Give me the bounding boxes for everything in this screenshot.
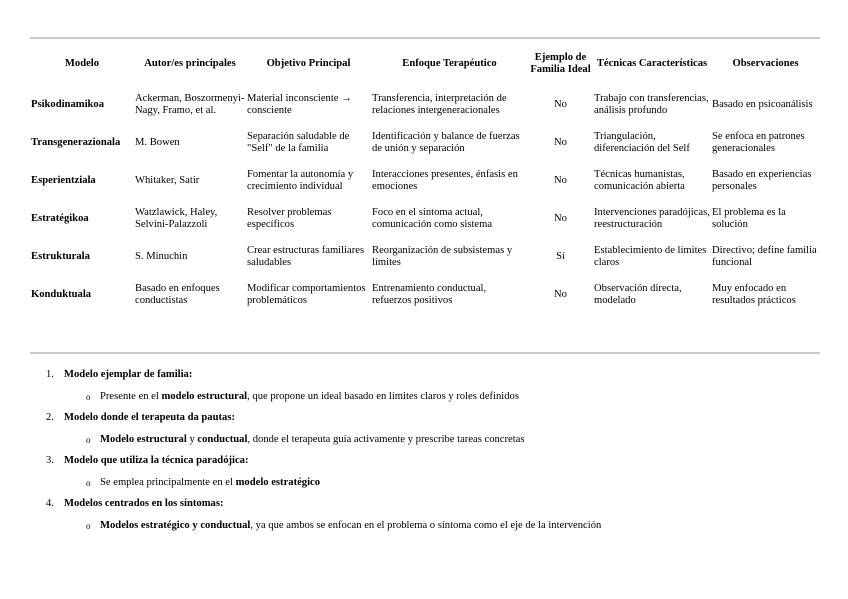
table-cell: Basado en experiencias personales xyxy=(712,169,812,192)
table-cell: Entrenamiento conductual, refuerzos positivos xyxy=(372,283,487,306)
sub-item-text: Presente en el modelo estructural, que propone un ideal basado en límites claros y roles definidos xyxy=(100,391,519,402)
table-cell: Watzlawick, Haley, Selvini-Palazzoli xyxy=(135,207,218,230)
table-cell: Basado en psicoanálisis xyxy=(712,99,813,110)
table-top-rule xyxy=(30,37,820,39)
list-number: 1. xyxy=(46,369,54,380)
table-cell: Identificación y balance de fuerzas de unión y separación xyxy=(372,131,520,154)
list-item-title: Modelo ejemplar de familia: xyxy=(64,369,193,380)
table-cell: Directivo; define familia funcional xyxy=(712,245,817,268)
list-item-title: Modelo que utiliza la técnica paradójica: xyxy=(64,455,249,466)
table-cell: M. Bowen xyxy=(135,137,180,148)
table-row xyxy=(30,238,820,276)
sub-list-item xyxy=(86,390,826,404)
summary-list xyxy=(46,368,826,540)
table-row xyxy=(30,86,820,124)
table-cell: Whitaker, Satir xyxy=(135,175,200,186)
sub-list-item xyxy=(86,519,826,533)
table-cell: Reorganización de subsistemas y límites xyxy=(372,245,513,268)
model-name-cell: Transgenerazionala xyxy=(31,137,121,148)
table-cell: Resolver problemas específicos xyxy=(247,207,332,230)
table-cell: No xyxy=(554,213,567,224)
table-cell: Transferencia, interpretación de relaciones intergeneracionales xyxy=(372,93,507,116)
list-item xyxy=(46,411,826,425)
circle-bullet-icon: o xyxy=(86,435,91,445)
table-cell: Sí xyxy=(556,251,565,262)
table-cell: Ackerman, Boszormenyi-Nagy, Framo, et al. xyxy=(135,93,245,116)
table-bottom-rule xyxy=(30,352,820,354)
circle-bullet-icon: o xyxy=(86,478,91,488)
sub-list-item xyxy=(86,476,826,490)
list-number: 4. xyxy=(46,498,54,509)
table-cell: S. Minuchin xyxy=(135,251,188,262)
header-cell: Enfoque Terapéutico xyxy=(402,58,497,69)
model-name-cell: Estratégikoa xyxy=(31,213,89,224)
model-name-cell: Psikodinamikoa xyxy=(31,99,105,110)
list-item-title: Modelo donde el terapeuta da pautas: xyxy=(64,412,235,423)
model-name-cell: Konduktuala xyxy=(31,289,92,300)
table-cell: Trabajo con transferencias, análisis profundo xyxy=(594,93,709,116)
table-cell: Establecimiento de límites claros xyxy=(594,245,707,268)
table-cell: Separación saludable de "Self" de la familia xyxy=(247,131,350,154)
list-item-title: Modelos centrados en los síntomas: xyxy=(64,498,224,509)
header-cell: Observaciones xyxy=(732,58,799,69)
table-cell: Fomentar la autonomía y crecimiento individual xyxy=(247,169,354,192)
list-number: 2. xyxy=(46,412,54,423)
sub-item-text: Modelos estratégico y conductual, ya que ambos se enfocan en el problema o síntoma como el eje de la intervención xyxy=(100,520,602,531)
table-cell: Crear estructuras familiares saludables xyxy=(247,245,365,268)
header-cell: Modelo xyxy=(64,58,100,69)
table-cell: Intervenciones paradójicas, reestructuración xyxy=(594,207,710,230)
sub-item-text: Se emplea principalmente en el modelo estratégico xyxy=(100,477,321,488)
table-cell: No xyxy=(554,99,567,110)
table-cell: Modificar comportamientos problemáticos xyxy=(247,283,366,306)
sub-item-text: Modelo estructural y conductual, donde el terapeuta guía activamente y prescribe tareas concretas xyxy=(100,434,525,445)
table-cell: Técnicas humanistas, comunicación abierta xyxy=(594,169,685,192)
table-cell: Observación directa, modelado xyxy=(594,283,682,306)
table-header-row xyxy=(30,42,820,86)
table-row xyxy=(30,276,820,314)
header-cell: Técnicas Características xyxy=(596,58,708,69)
table-row xyxy=(30,124,820,162)
header-cell: Autor/es principales xyxy=(144,58,236,69)
model-name-cell: Esperientziala xyxy=(31,175,96,186)
list-item xyxy=(46,497,826,511)
circle-bullet-icon: o xyxy=(86,392,91,402)
table-cell: El problema es la solución xyxy=(712,207,786,230)
list-item xyxy=(46,368,826,382)
table-cell: Basado en enfoques conductistas xyxy=(135,283,220,306)
table-cell: No xyxy=(554,137,567,148)
table-cell: Foco en el síntoma actual, comunicación como sistema xyxy=(372,207,493,230)
header-cell: Ejemplo de Familia Ideal xyxy=(530,52,591,75)
sub-list-item xyxy=(86,433,826,447)
circle-bullet-icon: o xyxy=(86,521,91,531)
table-cell: No xyxy=(554,175,567,186)
table-cell: Muy enfocado en resultados prácticos xyxy=(712,283,796,306)
list-number: 3. xyxy=(46,455,54,466)
table-cell: Material inconsciente → consciente xyxy=(247,93,352,116)
models-table xyxy=(30,42,820,314)
header-cell: Objetivo Principal xyxy=(266,58,351,69)
table-row xyxy=(30,200,820,238)
list-item xyxy=(46,454,826,468)
table-row xyxy=(30,162,820,200)
table-cell: Se enfoca en patrones generacionales xyxy=(712,131,805,154)
table-cell: Interacciones presentes, énfasis en emociones xyxy=(372,169,518,192)
model-name-cell: Estrukturala xyxy=(31,251,90,262)
table-cell: Triangulación, diferenciación del Self xyxy=(594,131,690,154)
table-cell: No xyxy=(554,289,567,300)
